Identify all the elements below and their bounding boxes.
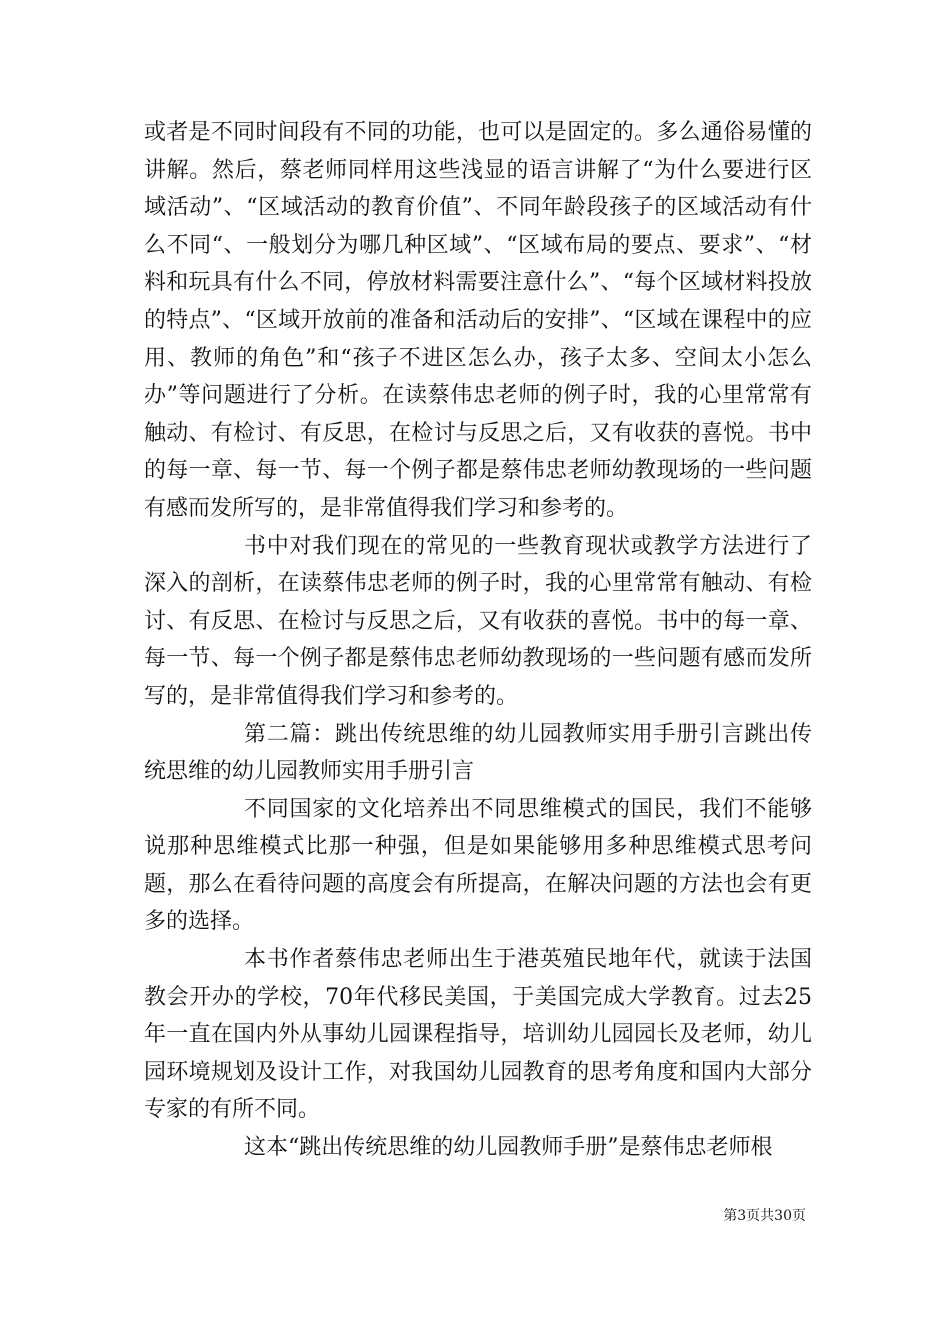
page-number: 第3页共30页 xyxy=(723,1208,806,1224)
section-heading: 第二篇：跳出传统思维的幼儿园教师实用手册引言跳出传统思维的幼儿园教师实用手册引言 xyxy=(144,721,812,785)
document-body xyxy=(144,114,812,1167)
paragraph-3: 不同国家的文化培养出不同思维模式的国民，我们不能够说那种思维模式比那一种强，但是如果能够用多种思维模式思考问题，那么在看待问题的高度会有所提高，在解决问题的方法也会有更多的选择。 xyxy=(144,796,812,935)
paragraph-5: 这本“跳出传统思维的幼儿园教师手册”是蔡伟忠老师根 xyxy=(244,1135,773,1161)
paragraph-1: 或者是不同时间段有不同的功能，也可以是固定的。多么通俗易懂的讲解。然后，蔡老师同样用这些浅显的语言讲解了“为什么要进行区域活动”、“区域活动的教育价值”、不同年龄段孩子的区域活动有什么不同“、一般划分为哪几种区域”、“区域布局的要点、要求”、“材料和玩具有什么不同，停放材料需要注意什么”、“每个区域材料投放的特点”、“区域开放前的准备和活动后的安排”、“区域在课程中的应用、教师的角色”和“孩子不进区怎么办，孩子太多、空间太小怎么办”等问题进行了分析。在读蔡伟忠老师的例子时，我的心里常常有触动、有检讨、有反思，在检讨与反思之后，又有收获的喜悦。书中的每一章、每一节、每一个例子都是蔡伟忠老师幼教现场的一些问题有感而发所写的，是非常值得我们学习和参考的。 xyxy=(144,120,812,521)
paragraph-4: 本书作者蔡伟忠老师出生于港英殖民地年代，就读于法国教会开办的学校，70年代移民美国，于美国完成大学教育。过去25年一直在国内外从事幼儿园课程指导，培训幼儿园园长及老师，幼儿园环境规划及设计工作，对我国幼儿园教育的思考角度和国内大部分专家的有所不同。 xyxy=(144,947,812,1123)
paragraph-2: 书中对我们现在的常见的一些教育现状或教学方法进行了深入的剖析，在读蔡伟忠老师的例子时，我的心里常常有触动、有检讨、有反思、在检讨与反思之后，又有收获的喜悦。书中的每一章、每一节、每一个例子都是蔡伟忠老师幼教现场的一些问题有感而发所写的，是非常值得我们学习和参考的。 xyxy=(144,533,812,709)
